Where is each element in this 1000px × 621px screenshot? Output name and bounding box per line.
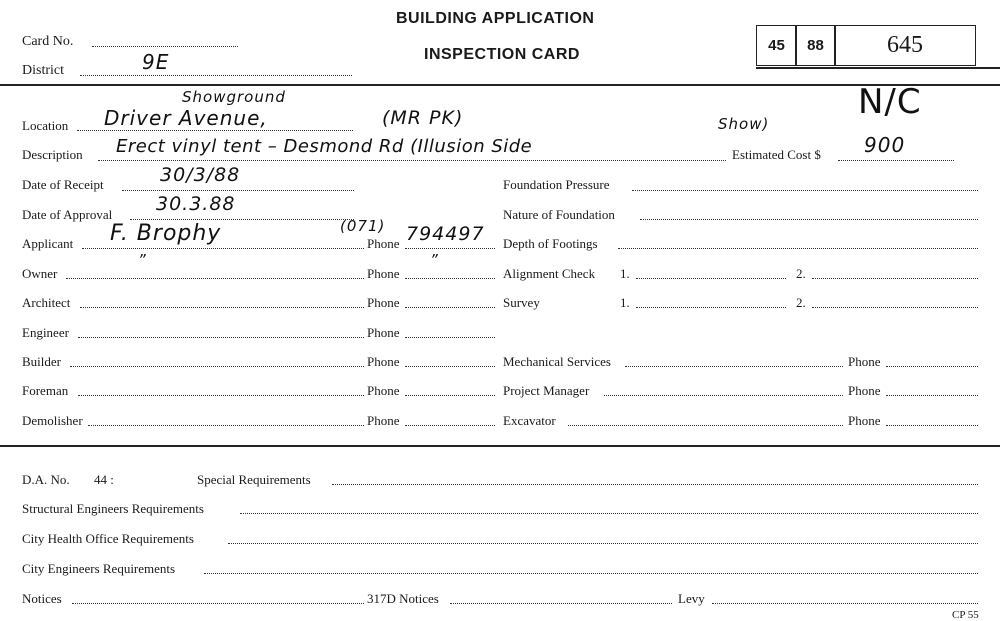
district-value: 9E [142, 50, 170, 74]
applicant-phone-label: Phone [367, 236, 400, 251]
notices-dots[interactable] [72, 603, 364, 604]
project-manager-phone-dots[interactable] [886, 395, 978, 396]
mechanical-services-phone-dots[interactable] [886, 366, 978, 367]
architect-label: Architect [22, 295, 71, 310]
estimated-cost-dots[interactable] [838, 160, 954, 161]
survey-label: Survey [503, 295, 540, 310]
owner-label: Owner [22, 266, 58, 281]
form-code: CP 55 [952, 609, 979, 621]
da-no-value: 44 : [94, 472, 114, 487]
handwritten-corner-mark: N/C [858, 82, 922, 122]
estimated-cost-label: Estimated Cost $ [732, 147, 821, 162]
handwritten-applicant: F. Brophy [110, 221, 222, 246]
alignment-check-two-dots[interactable] [812, 278, 978, 279]
applicant-dots[interactable] [82, 248, 364, 249]
levy-label: Levy [678, 591, 705, 606]
architect-dots[interactable] [80, 307, 364, 308]
survey-two-dots[interactable] [812, 307, 978, 308]
excavator-phone-dots[interactable] [886, 425, 978, 426]
alignment-check-one-dots[interactable] [636, 278, 786, 279]
notices-317d-label: 317D Notices [367, 591, 439, 606]
date-of-approval-label: Date of Approval [22, 207, 113, 222]
architect-phone-dots[interactable] [405, 307, 495, 308]
notices-317d-dots[interactable] [450, 603, 672, 604]
title-line-1: BUILDING APPLICATION [396, 10, 595, 27]
foreman-label: Foreman [22, 383, 69, 398]
city-health-label: City Health Office Requirements [22, 531, 194, 546]
depth-of-footings-label: Depth of Footings [503, 236, 598, 251]
code-box-b: 88 [795, 25, 836, 66]
district-label: District [22, 63, 64, 78]
project-manager-label: Project Manager [503, 383, 590, 398]
section-divider-rule [0, 445, 1000, 447]
owner-phone-dots[interactable] [405, 278, 495, 279]
engineer-phone-dots[interactable] [405, 337, 495, 338]
card-no-label: Card No. [22, 34, 74, 49]
demolisher-label: Demolisher [22, 413, 83, 428]
nature-of-foundation-dots[interactable] [640, 219, 978, 220]
mechanical-services-label: Mechanical Services [503, 354, 611, 369]
header-rule-main [0, 84, 1000, 86]
handwritten-location-note: (MR PK) [382, 107, 464, 129]
city-health-dots[interactable] [228, 543, 978, 544]
notices-label: Notices [22, 591, 62, 606]
alignment-check-label: Alignment Check [503, 266, 596, 281]
project-manager-dots[interactable] [604, 395, 843, 396]
engineer-phone-label: Phone [367, 325, 400, 340]
description-dots[interactable] [98, 160, 726, 161]
excavator-dots[interactable] [568, 425, 843, 426]
nature-of-foundation-label: Nature of Foundation [503, 207, 615, 222]
date-of-receipt-label: Date of Receipt [22, 177, 104, 192]
foreman-phone-dots[interactable] [405, 395, 495, 396]
demolisher-phone-label: Phone [367, 413, 400, 428]
project-manager-phone-label: Phone [848, 383, 881, 398]
owner-phone-label: Phone [367, 266, 400, 281]
mechanical-services-phone-label: Phone [848, 354, 881, 369]
levy-dots[interactable] [712, 603, 978, 604]
handwritten-estimated-cost: 900 [864, 133, 906, 157]
builder-label: Builder [22, 354, 61, 369]
date-of-approval-dots[interactable] [130, 219, 354, 220]
demolisher-phone-dots[interactable] [405, 425, 495, 426]
handwritten-applicant-ditto: ” [138, 251, 147, 269]
owner-dots[interactable] [66, 278, 364, 279]
handwritten-description: Erect vinyl tent – Desmond Rd (Illusion Side [116, 136, 533, 157]
handwritten-phone-code: (071) [340, 217, 386, 235]
date-of-receipt-dots[interactable] [122, 190, 354, 191]
handwritten-phone-ditto: ” [430, 251, 439, 269]
builder-dots[interactable] [70, 366, 364, 367]
handwritten-date-of-receipt: 30/3/88 [160, 164, 241, 186]
builder-phone-label: Phone [367, 354, 400, 369]
location-label: Location [22, 118, 69, 133]
mechanical-services-dots[interactable] [625, 366, 843, 367]
foreman-dots[interactable] [78, 395, 364, 396]
handwritten-phone-number: 794497 [406, 223, 485, 245]
card-number-box: 645 [834, 25, 976, 66]
demolisher-dots[interactable] [88, 425, 364, 426]
applicant-label: Applicant [22, 236, 74, 251]
survey-two: 2. [796, 295, 806, 310]
city-engineers-dots[interactable] [204, 573, 978, 574]
depth-of-footings-dots[interactable] [618, 248, 978, 249]
code-box-a: 45 [756, 25, 797, 66]
structural-engineers-dots[interactable] [240, 513, 978, 514]
special-requirements-label: Special Requirements [197, 472, 311, 487]
city-engineers-label: City Engineers Requirements [22, 561, 176, 576]
excavator-label: Excavator [503, 413, 556, 428]
district-dots[interactable] [80, 75, 352, 76]
engineer-dots[interactable] [78, 337, 364, 338]
card-no-dots[interactable] [92, 46, 238, 47]
foundation-pressure-label: Foundation Pressure [503, 177, 610, 192]
special-requirements-dots[interactable] [332, 484, 978, 485]
title-line-2: INSPECTION CARD [424, 46, 580, 63]
location-dots[interactable] [77, 130, 353, 131]
description-label: Description [22, 147, 83, 162]
survey-one-dots[interactable] [636, 307, 786, 308]
foreman-phone-label: Phone [367, 383, 400, 398]
engineer-label: Engineer [22, 325, 69, 340]
handwritten-description-tail: Show) [718, 115, 770, 133]
alignment-check-two: 2. [796, 266, 806, 281]
applicant-phone-dots[interactable] [405, 248, 495, 249]
handwritten-location-top: Showground [182, 88, 286, 106]
da-no-label: D.A. No. [22, 472, 70, 487]
foundation-pressure-dots[interactable] [632, 190, 978, 191]
handwritten-location: Driver Avenue, [104, 106, 268, 130]
handwritten-date-of-approval: 30.3.88 [156, 193, 236, 215]
builder-phone-dots[interactable] [405, 366, 495, 367]
survey-one: 1. [620, 295, 630, 310]
structural-engineers-label: Structural Engineers Requirements [22, 501, 204, 516]
excavator-phone-label: Phone [848, 413, 881, 428]
header-rule-right [756, 67, 1000, 69]
alignment-check-one: 1. [620, 266, 630, 281]
architect-phone-label: Phone [367, 295, 400, 310]
